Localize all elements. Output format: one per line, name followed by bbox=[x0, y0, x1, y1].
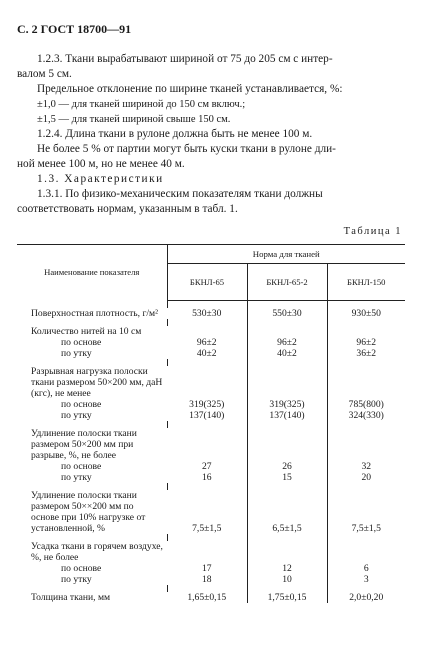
table-row bbox=[17, 490, 405, 534]
subrow-value: 40±2 bbox=[196, 348, 217, 359]
table-row bbox=[17, 308, 405, 319]
row-spacer bbox=[17, 319, 405, 326]
table-body bbox=[17, 301, 405, 604]
row-spacer bbox=[17, 301, 405, 309]
empty-cell bbox=[327, 326, 405, 337]
subrow-label: по утку bbox=[61, 348, 92, 359]
subrow-value: 6 bbox=[327, 563, 405, 574]
subrow-label: по утку bbox=[61, 472, 92, 483]
subrow-value: 16 bbox=[201, 472, 212, 483]
column-header-bknl-65-2: БКНЛ-65-2 bbox=[247, 264, 327, 301]
spacer-cell bbox=[17, 483, 167, 490]
paragraph-pieces: Не более 5 % от партии могут быть куски ткани в рулоне дли- bbox=[37, 143, 336, 155]
paragraph-1-2-3-cont: валом 5 см. bbox=[17, 68, 72, 80]
subrow-value: 10 bbox=[247, 574, 327, 585]
row-label: Количество нитей на 10 см bbox=[31, 326, 142, 337]
subrow-label: по утку bbox=[61, 574, 92, 585]
norm-header: Норма для тканей bbox=[167, 245, 405, 264]
table-subrow bbox=[17, 461, 405, 472]
indicator-column-header: Наименование показателя bbox=[17, 245, 167, 301]
row-value: 930±50 bbox=[327, 308, 405, 319]
row-value: 7,5±1,5 bbox=[192, 523, 222, 534]
characteristics-table bbox=[17, 244, 405, 603]
row-value: 6,5±1,5 bbox=[247, 490, 327, 534]
row-label: Поверхностная плотность, г/м² bbox=[31, 308, 159, 319]
empty-cell bbox=[247, 428, 327, 461]
row-spacer bbox=[17, 421, 405, 428]
row-value: 7,5±1,5 bbox=[327, 490, 405, 534]
spacer-cell bbox=[327, 301, 405, 309]
subrow-value: 137(140) bbox=[247, 410, 327, 421]
spacer-cell bbox=[327, 319, 405, 326]
row-spacer bbox=[17, 483, 405, 490]
subrow-value: 32 bbox=[327, 461, 405, 472]
subrow-label: по утку bbox=[61, 410, 92, 421]
subrow-label: по основе bbox=[61, 563, 102, 574]
empty-cell bbox=[327, 428, 405, 461]
paragraph-1-2-3: 1.2.3. Ткани вырабатывают шириной от 75 до 205 см с интер- bbox=[37, 53, 333, 65]
empty-cell bbox=[167, 326, 247, 337]
empty-cell bbox=[167, 428, 247, 461]
subrow-label: по основе bbox=[61, 337, 102, 348]
empty-cell bbox=[327, 541, 405, 563]
row-value: 550±30 bbox=[247, 308, 327, 319]
subrow-value: 20 bbox=[327, 472, 405, 483]
spacer-cell bbox=[17, 421, 167, 428]
spacer-cell bbox=[327, 359, 405, 366]
subrow-value: 319(325) bbox=[189, 399, 225, 410]
table-row bbox=[17, 541, 405, 563]
table-subrow bbox=[17, 472, 405, 483]
subrow-value: 324(330) bbox=[327, 410, 405, 421]
spacer-cell bbox=[247, 319, 327, 326]
paragraph-1-3-1: 1.3.1. По физико-механическим показателям ткани должны bbox=[37, 188, 323, 200]
empty-cell bbox=[247, 366, 327, 399]
table-subrow bbox=[17, 337, 405, 348]
empty-cell bbox=[167, 366, 247, 399]
row-label: Удлинение полоски ткани размером 50×200 мм при разрыве, %, не более bbox=[31, 428, 137, 461]
tolerance-item-1: ±1,0 — для тканей шириной до 150 см включ.; bbox=[37, 99, 246, 110]
empty-cell bbox=[247, 326, 327, 337]
paragraph-tolerance: Предельное отклонение по ширине тканей устанавливается, %: bbox=[37, 83, 343, 95]
subrow-value: 785(800) bbox=[327, 399, 405, 410]
subrow-value: 36±2 bbox=[327, 348, 405, 359]
subrow-value: 319(325) bbox=[247, 399, 327, 410]
subrow-value: 96±2 bbox=[247, 337, 327, 348]
subrow-label: по основе bbox=[61, 399, 102, 410]
spacer-cell bbox=[247, 585, 327, 592]
table-row bbox=[17, 326, 405, 337]
row-label: Удлинение полоски ткани размером 50××200 мм по основе при 10% нагрузке от установленной, % bbox=[31, 490, 146, 534]
subrow-value: 137(140) bbox=[189, 410, 225, 421]
subrow-label: по основе bbox=[61, 461, 102, 472]
subrow-value: 12 bbox=[247, 563, 327, 574]
table-subrow bbox=[17, 348, 405, 359]
subrow-value: 26 bbox=[247, 461, 327, 472]
spacer-cell bbox=[167, 421, 247, 428]
row-value: 1,75±0,15 bbox=[247, 592, 327, 603]
subrow-value: 18 bbox=[201, 574, 212, 585]
table-header-row bbox=[17, 245, 405, 264]
spacer-cell bbox=[17, 301, 167, 309]
table-caption: Таблица 1 bbox=[343, 226, 402, 237]
spacer-cell bbox=[167, 585, 247, 592]
table-subrow bbox=[17, 563, 405, 574]
section-heading-1-3: 1.3. Характеристики bbox=[37, 173, 164, 185]
spacer-cell bbox=[247, 483, 327, 490]
tolerance-item-2: ±1,5 — для тканей шириной свыше 150 см. bbox=[37, 114, 231, 125]
column-header-bknl-150: БКНЛ-150 bbox=[327, 264, 405, 301]
empty-cell bbox=[167, 541, 247, 563]
spacer-cell bbox=[17, 319, 167, 326]
spacer-cell bbox=[17, 359, 167, 366]
spacer-cell bbox=[327, 421, 405, 428]
table-subrow bbox=[17, 574, 405, 585]
spacer-cell bbox=[247, 534, 327, 541]
spacer-cell bbox=[167, 301, 247, 309]
spacer-cell bbox=[17, 585, 167, 592]
table-row bbox=[17, 592, 405, 603]
table-row bbox=[17, 428, 405, 461]
row-label: Толщина ткани, мм bbox=[31, 592, 111, 603]
spacer-cell bbox=[327, 534, 405, 541]
paragraph-pieces-cont: ной менее 100 м, но не менее 40 м. bbox=[17, 158, 185, 170]
table-subrow bbox=[17, 410, 405, 421]
spacer-cell bbox=[327, 483, 405, 490]
subrow-value: 15 bbox=[247, 472, 327, 483]
row-label: Усадка ткани в горячем воздухе, %, не более bbox=[31, 541, 163, 563]
spacer-cell bbox=[167, 483, 247, 490]
spacer-cell bbox=[247, 301, 327, 309]
row-value: 2,0±0,20 bbox=[327, 592, 405, 603]
column-header-bknl-65: БКНЛ-65 bbox=[167, 264, 247, 301]
paragraph-1-2-4: 1.2.4. Длина ткани в рулоне должна быть не менее 100 м. bbox=[37, 128, 313, 140]
spacer-cell bbox=[167, 534, 247, 541]
subrow-value: 17 bbox=[201, 563, 212, 574]
row-spacer bbox=[17, 585, 405, 592]
spacer-cell bbox=[247, 359, 327, 366]
row-value: 1,65±0,15 bbox=[187, 592, 227, 603]
row-value: 530±30 bbox=[192, 308, 222, 319]
subrow-value: 27 bbox=[201, 461, 212, 472]
table-subrow bbox=[17, 399, 405, 410]
spacer-cell bbox=[167, 359, 247, 366]
row-spacer bbox=[17, 359, 405, 366]
spacer-cell bbox=[247, 421, 327, 428]
subrow-value: 40±2 bbox=[247, 348, 327, 359]
spacer-cell bbox=[327, 585, 405, 592]
page-header: С. 2 ГОСТ 18700—91 bbox=[17, 22, 132, 36]
empty-cell bbox=[247, 541, 327, 563]
paragraph-1-3-1-cont: соответствовать нормам, указанным в табл. 1. bbox=[17, 203, 238, 215]
empty-cell bbox=[327, 366, 405, 399]
spacer-cell bbox=[17, 534, 167, 541]
subrow-value: 3 bbox=[327, 574, 405, 585]
subrow-value: 96±2 bbox=[196, 337, 217, 348]
subrow-value: 96±2 bbox=[327, 337, 405, 348]
table-row bbox=[17, 366, 405, 399]
spacer-cell bbox=[167, 319, 247, 326]
row-spacer bbox=[17, 534, 405, 541]
row-label: Разрывная нагрузка полоски ткани размером 50×200 мм, даН (кгс), не менее bbox=[31, 366, 163, 399]
